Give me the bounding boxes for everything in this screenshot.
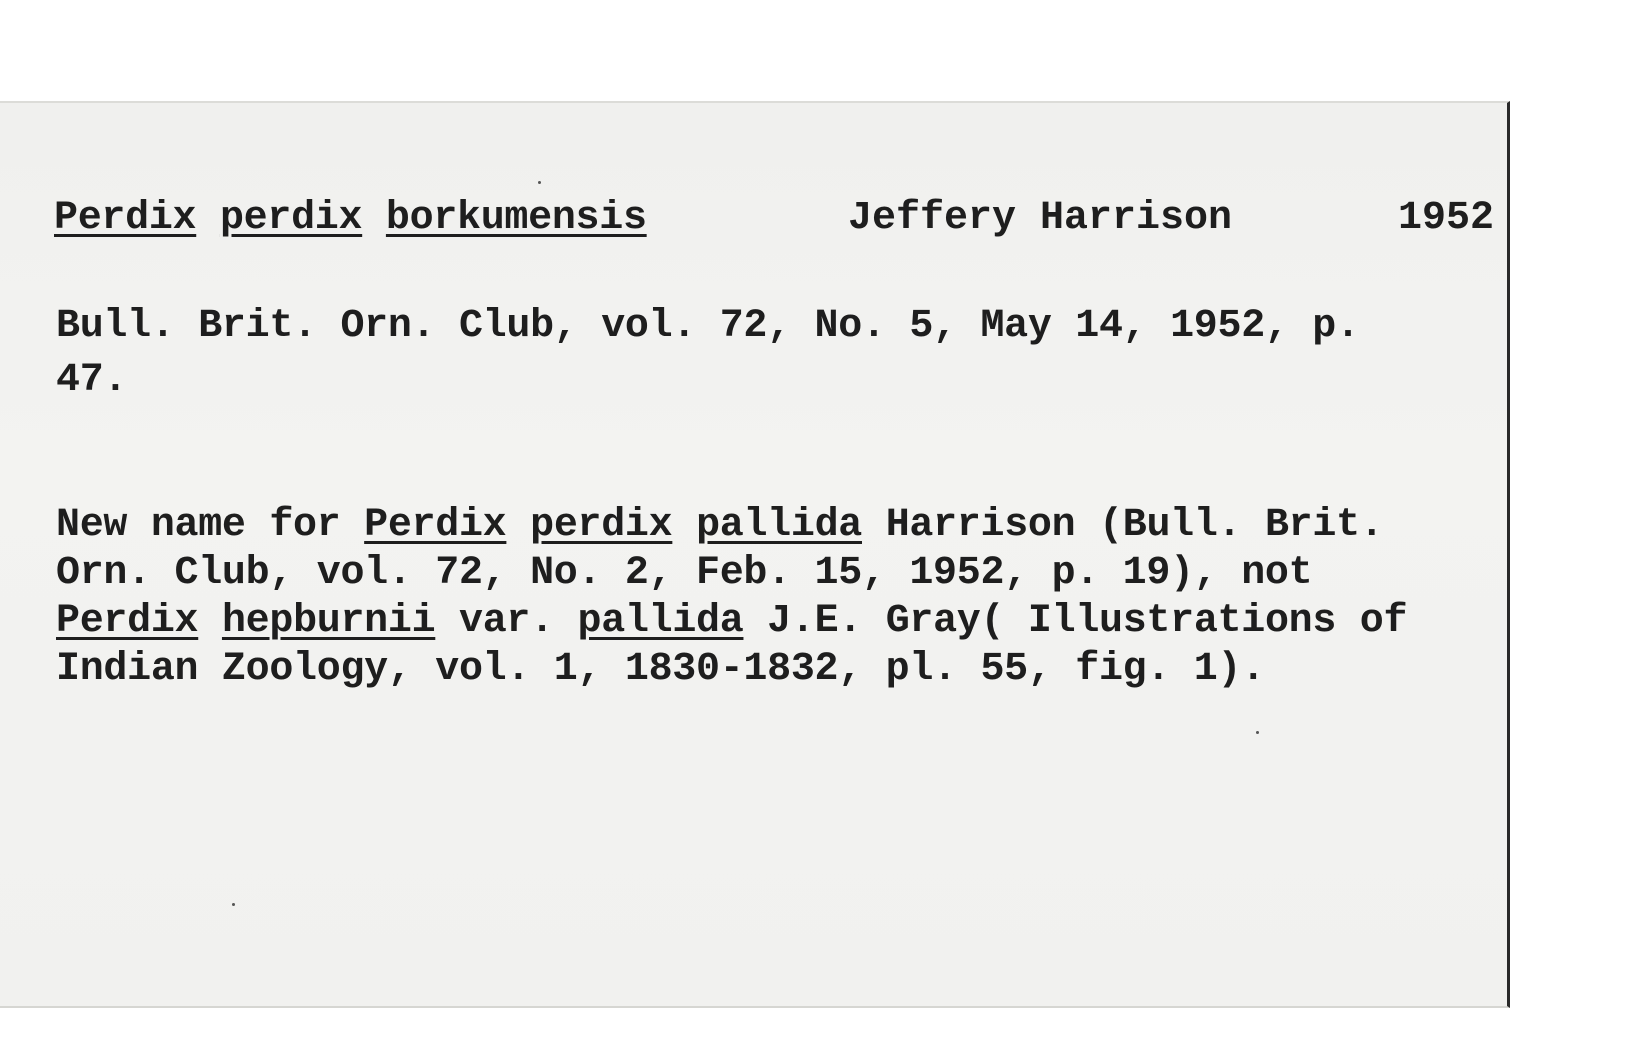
- genus-name: Perdix: [54, 196, 197, 241]
- note-genus: Perdix: [56, 599, 199, 644]
- ink-speck: [1256, 731, 1259, 734]
- subspecies-name: borkumensis: [385, 196, 647, 241]
- note-subspecies: pallida: [577, 599, 744, 644]
- ink-speck: [232, 903, 235, 906]
- author-name: Jeffery Harrison: [848, 196, 1233, 241]
- citation-line-2: 47.: [56, 358, 128, 403]
- ink-speck: [538, 181, 541, 184]
- note-line-4: Indian Zoology, vol. 1, 1830-1832, pl. 55, fig. 1).: [56, 647, 1265, 692]
- note-genus: Perdix: [364, 503, 507, 548]
- citation-line-1: Bull. Brit. Orn. Club, vol. 72, No. 5, May 14, 1952, p.: [56, 304, 1360, 349]
- note-subspecies: pallida: [696, 503, 862, 548]
- year: 1952: [1398, 196, 1495, 241]
- note-species: perdix: [530, 503, 673, 548]
- note-text: Harrison (Bull. Brit.: [862, 503, 1384, 548]
- note-species: hepburnii: [221, 599, 436, 644]
- species-name: perdix: [219, 196, 363, 241]
- taxon-name: [54, 195, 647, 243]
- note-text: var.: [435, 599, 578, 644]
- note-line-2: Orn. Club, vol. 72, No. 2, Feb. 15, 1952, p. 19), not: [56, 551, 1313, 596]
- note-text: New name for: [56, 503, 365, 548]
- note-text: J.E. Gray( Illustrations of: [743, 599, 1408, 644]
- note-line-1: [56, 502, 1384, 550]
- note-line-3: [56, 598, 1407, 646]
